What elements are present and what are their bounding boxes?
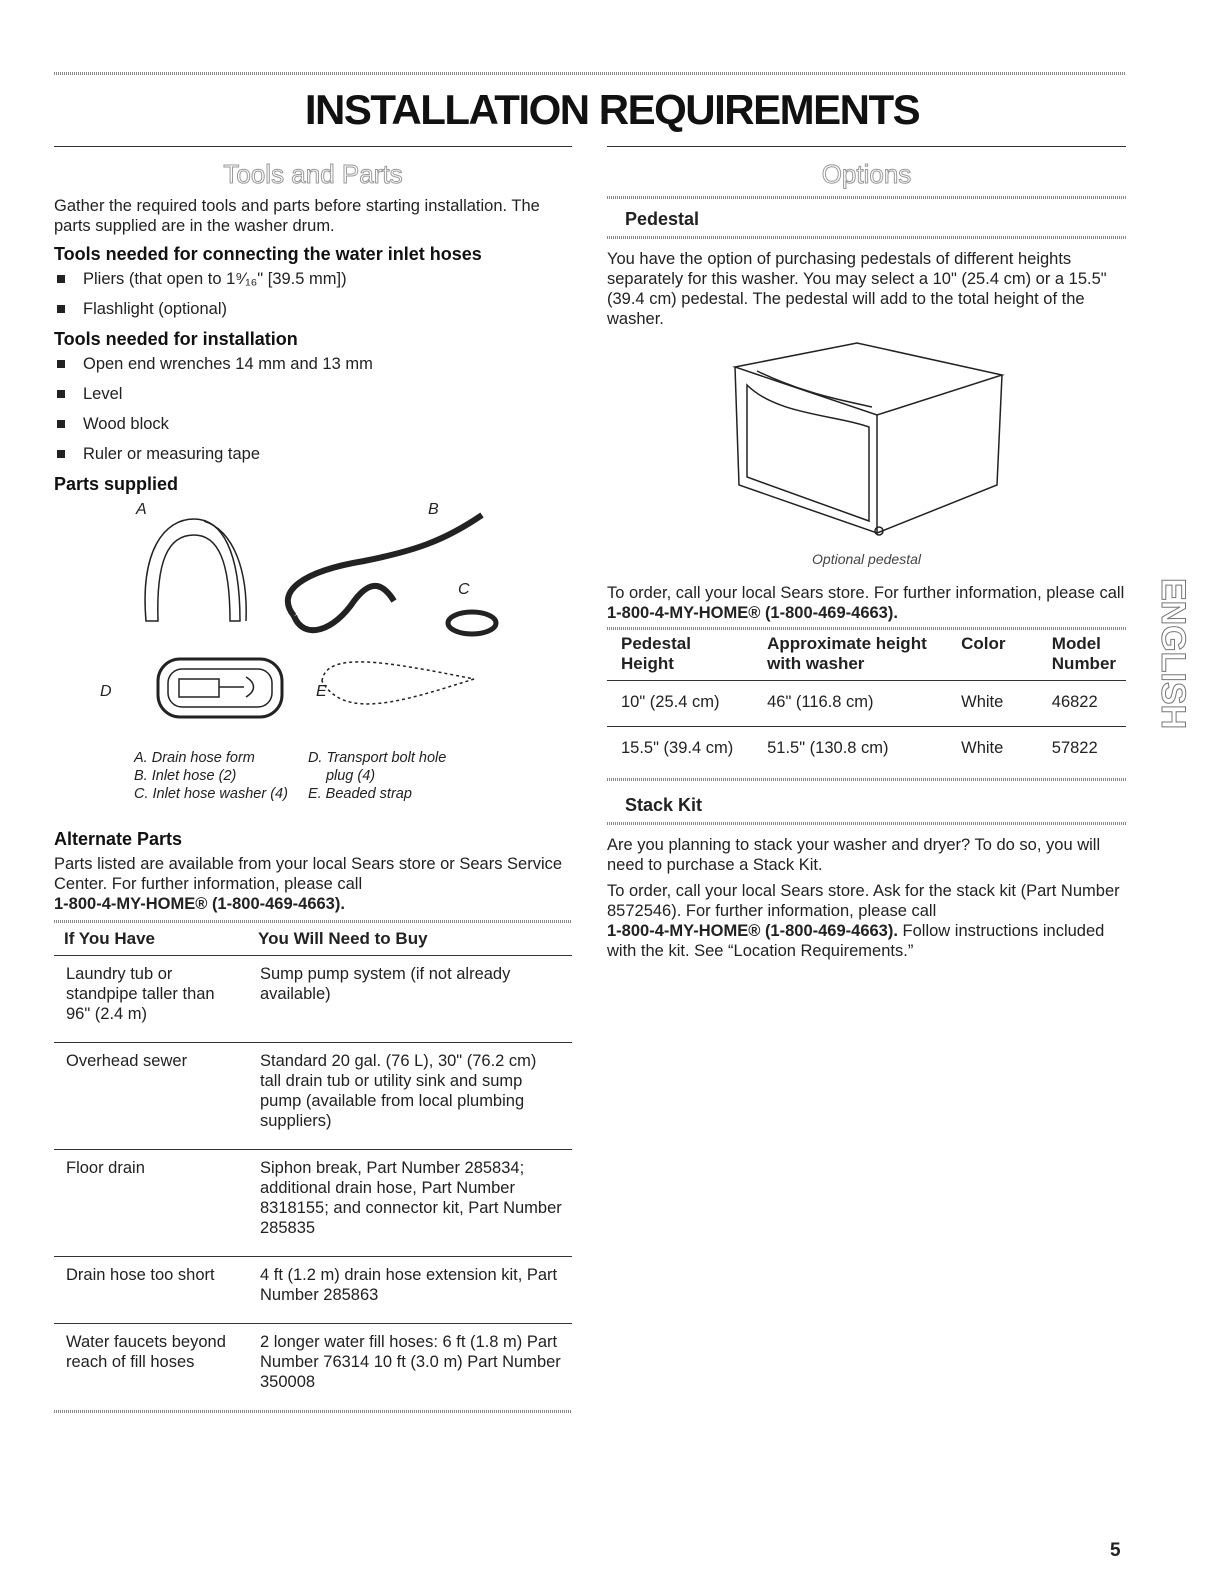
pedestal-illustration bbox=[607, 335, 1126, 547]
right-column bbox=[607, 146, 1126, 961]
english-side-tab bbox=[1154, 578, 1192, 790]
cell: 57822 bbox=[1038, 727, 1126, 773]
caption-b: B. Inlet hose (2) bbox=[134, 768, 237, 784]
caption-d: D. Transport bolt hole bbox=[307, 750, 447, 766]
list-item: Open end wrenches 14 mm and 13 mm bbox=[54, 354, 572, 374]
list-item: Ruler or measuring tape bbox=[54, 444, 572, 464]
fig-letter-c: C bbox=[458, 581, 470, 598]
beaded-strap-icon bbox=[322, 662, 474, 704]
alternate-parts-table bbox=[54, 923, 572, 1410]
parts-illustration bbox=[54, 501, 572, 741]
cell: 2 longer water fill hoses: 6 ft (1.8 m) Part Number 76314 10 ft (3.0 m) Part Number 350008 bbox=[248, 1324, 572, 1411]
install-heading: Tools needed for installation bbox=[54, 329, 298, 349]
table-row bbox=[54, 1257, 572, 1324]
order-phone: 1-800-4-MY-HOME® (1-800-469-4663). bbox=[607, 604, 898, 622]
page-number: 5 bbox=[1110, 1540, 1121, 1561]
caption-c: C. Inlet hose washer (4) bbox=[134, 786, 288, 802]
table-header-row bbox=[607, 630, 1126, 681]
side-tab-text: ENGLISH bbox=[1154, 578, 1192, 730]
cell: White bbox=[947, 681, 1038, 727]
cell: 51.5" (130.8 cm) bbox=[753, 727, 947, 773]
top-divider bbox=[54, 72, 1126, 75]
hoses-heading: Tools needed for connecting the water inlet hoses bbox=[54, 244, 482, 264]
alternate-parts-text: Parts listed are available from your local Sears store or Sears Service Center. For further information, please call bbox=[54, 855, 563, 893]
cell: 10" (25.4 cm) bbox=[607, 681, 753, 727]
tools-intro: Gather the required tools and parts before starting installation. The parts supplied are in the washer drum. bbox=[54, 197, 540, 235]
col-header-approx: Approximate height with washer bbox=[767, 634, 927, 673]
parts-figure bbox=[54, 501, 572, 741]
options-title: Options bbox=[821, 159, 912, 189]
pedestal-text: You have the option of purchasing pedestals of different heights separately for this washer. You may select a 10" (25.4 cm) or a 15.5" (39.4 cm) pedestal. The pedestal will add to the total height of the washer. bbox=[607, 250, 1107, 328]
cell: Overhead sewer bbox=[54, 1043, 248, 1150]
cell: 46822 bbox=[1038, 681, 1126, 727]
caption-a: A. Drain hose form bbox=[134, 750, 255, 766]
cell: Floor drain bbox=[54, 1150, 248, 1257]
pedestal-bottom-rule bbox=[607, 236, 1126, 239]
alt-table-bottom bbox=[54, 1410, 572, 1413]
left-column bbox=[54, 146, 572, 1413]
left-rule bbox=[54, 146, 572, 147]
pedestal-caption: Optional pedestal bbox=[812, 551, 921, 567]
caption-e: E. Beaded strap bbox=[307, 786, 412, 802]
order-text: To order, call your local Sears store. For further information, please call bbox=[607, 584, 1125, 602]
table-row bbox=[607, 727, 1126, 773]
cell: Siphon break, Part Number 285834; additional drain hose, Part Number 8318155; and connector kit, Part Number 285835 bbox=[248, 1150, 572, 1257]
cell: 15.5" (39.4 cm) bbox=[607, 727, 753, 773]
inlet-hose-icon bbox=[288, 515, 482, 616]
stack-text-1: Are you planning to stack your washer and dryer? To do so, you will need to purchase a Stack Kit. bbox=[607, 836, 1101, 874]
cell: Drain hose too short bbox=[54, 1257, 248, 1324]
fig-letter-a: A bbox=[136, 501, 147, 518]
stack-text-2: To order, call your local Sears store. Ask for the stack kit (Part Number 8572546). For further information, please call bbox=[607, 882, 1120, 920]
drain-hose-form-icon bbox=[145, 519, 240, 621]
caption-d-cont: plug (4) bbox=[325, 768, 376, 784]
tools-parts-title: Tools and Parts bbox=[223, 159, 403, 189]
col-header-height: Pedestal Height bbox=[621, 634, 691, 673]
hose-washer-icon bbox=[448, 612, 496, 634]
stack-kit-heading: Stack Kit bbox=[625, 795, 703, 815]
table-row bbox=[54, 1324, 572, 1411]
table-header-row bbox=[54, 923, 572, 956]
table-row bbox=[607, 681, 1126, 727]
cell: Water faucets beyond reach of fill hoses bbox=[54, 1324, 248, 1411]
stack-text-3: Follow instructions included with the kit. See “Location Requirements.” bbox=[607, 922, 1105, 960]
col-header-color: Color bbox=[961, 634, 1006, 653]
table-row bbox=[54, 1043, 572, 1150]
stack-phone: 1-800-4-MY-HOME® (1-800-469-4663). bbox=[607, 922, 898, 940]
list-item: Level bbox=[54, 384, 572, 404]
alternate-parts-heading: Alternate Parts bbox=[54, 829, 183, 849]
fig-letter-e: E bbox=[316, 683, 327, 700]
cell: Sump pump system (if not already available) bbox=[248, 956, 572, 1043]
parts-captions bbox=[134, 749, 572, 803]
col-header-have: If You Have bbox=[64, 929, 156, 948]
pedestal-table bbox=[607, 630, 1126, 772]
pedestal-heading: Pedestal bbox=[625, 209, 700, 229]
cell: Laundry tub or standpipe taller than 96" (2.4 m) bbox=[54, 956, 248, 1043]
fig-letter-b: B bbox=[428, 501, 439, 518]
parts-heading: Parts supplied bbox=[54, 474, 179, 494]
hoses-list bbox=[54, 269, 572, 319]
col-header-buy: You Will Need to Buy bbox=[258, 929, 428, 948]
cell: White bbox=[947, 727, 1038, 773]
stack-bottom-rule bbox=[607, 822, 1126, 825]
cell: Standard 20 gal. (76 L), 30" (76.2 cm) tall drain tub or utility sink and sump pump (available from local plumbing suppliers) bbox=[248, 1043, 572, 1150]
install-list bbox=[54, 354, 572, 464]
pedestal-top-rule bbox=[607, 196, 1126, 199]
cell: 46" (116.8 cm) bbox=[753, 681, 947, 727]
page-title: INSTALLATION REQUIREMENTS bbox=[304, 86, 920, 133]
right-rule bbox=[607, 146, 1126, 147]
stack-top-rule bbox=[607, 778, 1126, 781]
fig-letter-d: D bbox=[100, 683, 112, 700]
col-header-model: Model Number bbox=[1051, 634, 1117, 673]
table-row bbox=[54, 956, 572, 1043]
bolt-plug-icon bbox=[158, 659, 282, 717]
list-item: Wood block bbox=[54, 414, 572, 434]
list-item: Pliers (that open to 1⁹⁄₁₆" [39.5 mm]) bbox=[54, 269, 572, 289]
alternate-phone: 1-800-4-MY-HOME® (1-800-469-4663). bbox=[54, 895, 345, 913]
list-item: Flashlight (optional) bbox=[54, 299, 572, 319]
cell: 4 ft (1.2 m) drain hose extension kit, Part Number 285863 bbox=[248, 1257, 572, 1324]
table-row bbox=[54, 1150, 572, 1257]
